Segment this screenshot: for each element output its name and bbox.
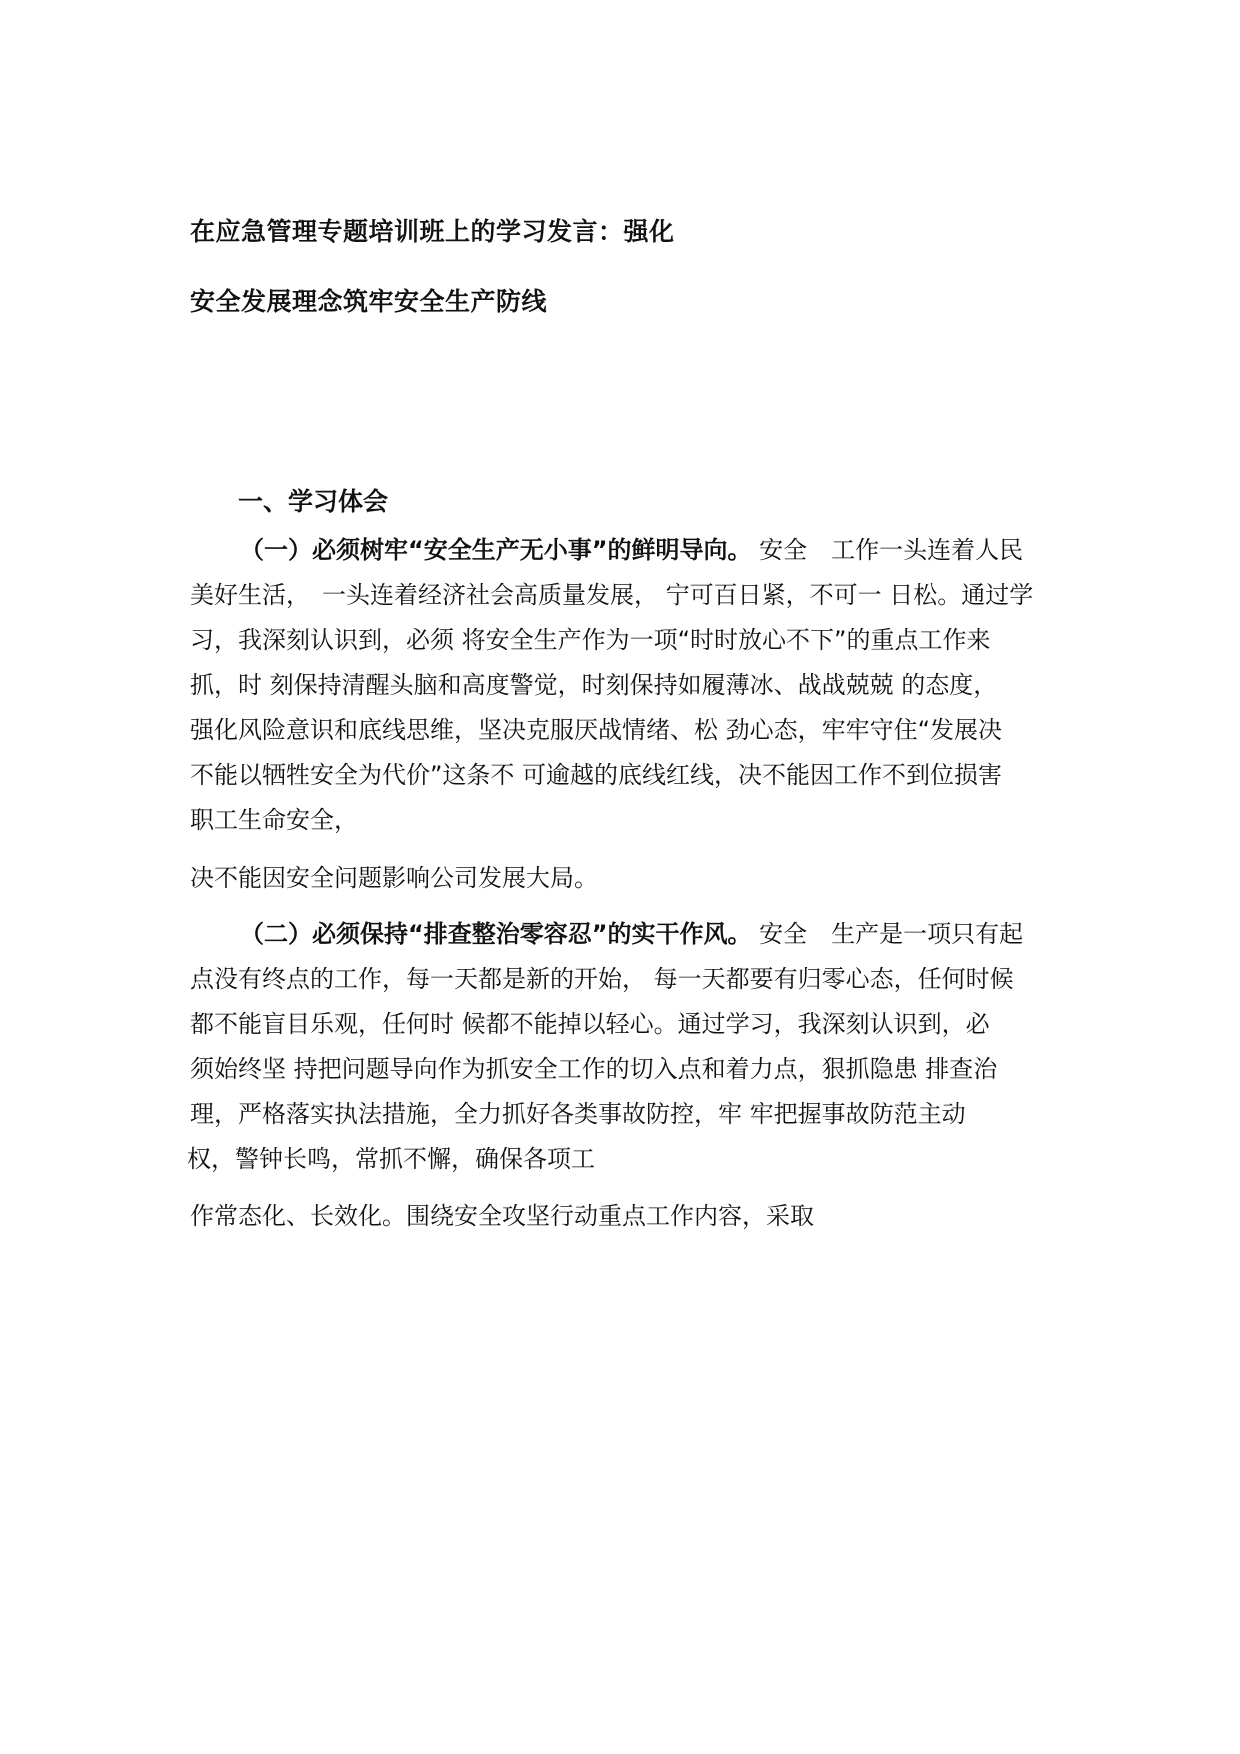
para2-line-5: 理，严格落实执法措施，全力抓好各类事故防控，牢 牢把握事故防范主动 — [190, 1100, 966, 1128]
para1-line-1 — [240, 538, 1023, 562]
document-title-line-2: 安全发展理念筑牢安全生产防线 — [190, 287, 548, 316]
para2-line-2: 点没有终点的工作，每一天都是新的开始， 每一天都要有归零心态，任何时候 — [190, 965, 1014, 993]
para2-line-1 — [240, 922, 1023, 946]
para1-line-3: 习，我深刻认识到，必须 将安全生产作为一项“时时放心不下”的重点工作来 — [190, 626, 991, 654]
para1-line-5: 强化风险意识和底线思维，坚决克服厌战情绪、松 劲心态，牢牢守住“发展决 — [190, 716, 1003, 744]
para2-line-6: 权，警钟长鸣，常抓不懈，确保各项工 — [187, 1145, 595, 1173]
para1-lead: （一）必须树牢“安全生产无小事”的鲜明导向。 — [240, 536, 752, 564]
para2-line-3: 都不能盲目乐观，任何时 候都不能掉以轻心。通过学习，我深刻认识到，必 — [190, 1010, 990, 1038]
para1-line-1-rest: 安全 工作一头连着人民 — [751, 536, 1024, 564]
section-heading: 一、学习体会 — [238, 487, 389, 516]
para2-line-4: 须始终坚 持把问题导向作为抓安全工作的切入点和着力点，狠抓隐患 排查治 — [190, 1055, 998, 1083]
para2-tail: 作常态化、长效化。围绕安全攻坚行动重点工作内容，采取 — [190, 1202, 814, 1230]
para1-tail: 决不能因安全问题影响公司发展大局。 — [190, 864, 598, 892]
para1-line-7: 职工生命安全， — [190, 806, 358, 834]
para1-line-2: 美好生活， 一头连着经济社会高质量发展， 宁可百日紧，不可一 日松。通过学 — [190, 581, 1034, 609]
para1-line-6: 不能以牺牲安全为代价”这条不 可逾越的底线红线，决不能因工作不到位损害 — [190, 761, 1003, 789]
para1-line-4: 抓，时 刻保持清醒头脑和高度警觉，时刻保持如履薄冰、战战兢兢 的态度， — [190, 671, 998, 699]
para2-line-1-rest: 安全 生产是一项只有起 — [751, 920, 1024, 948]
para2-lead: （二）必须保持“排查整治零容忍”的实干作风。 — [240, 920, 752, 948]
document-title-line-1: 在应急管理专题培训班上的学习发言：强化 — [190, 217, 675, 246]
